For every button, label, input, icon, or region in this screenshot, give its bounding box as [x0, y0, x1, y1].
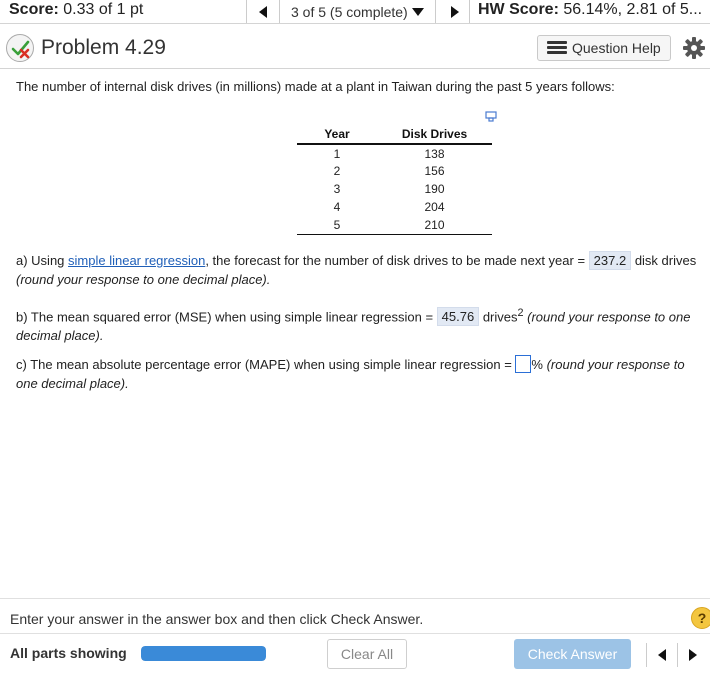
mape-answer-input[interactable]: [515, 355, 531, 373]
year-cell: 3: [333, 182, 341, 196]
parts-progress-bar: [141, 646, 266, 661]
problem-title: Problem 4.29: [41, 36, 166, 59]
drives-cell: 138: [424, 146, 445, 161]
check-cross-icon: [10, 38, 32, 60]
drives-cell: 190: [424, 182, 445, 196]
table-row: [297, 198, 492, 216]
gear-icon[interactable]: [682, 36, 706, 60]
table-row: [297, 144, 492, 162]
year-cell: 5: [297, 216, 377, 234]
caret-down-icon: [412, 8, 424, 16]
part-c-note: (round your response to one decimal place).: [16, 357, 685, 391]
all-parts-showing-label: All parts showing: [10, 645, 127, 661]
part-b-note: (round your response to one decimal place).: [16, 309, 691, 344]
hw-score-display: [478, 1, 702, 19]
part-b-superscript: 2: [517, 307, 524, 319]
part-a-mid: , the forecast for the number of disk drives to be made next year =: [205, 253, 589, 268]
question-help-button[interactable]: [537, 35, 671, 61]
part-b-question: [16, 304, 701, 345]
triangle-right-icon: [689, 649, 697, 661]
question-help-label: Question Help: [572, 40, 661, 56]
problem-header: [0, 25, 710, 69]
help-question-icon[interactable]: ?: [691, 607, 710, 629]
disk-drives-table: [297, 125, 492, 235]
part-a-note: (round your response to one decimal place).: [16, 272, 271, 287]
score-value: 0.33 of 1 pt: [58, 1, 144, 18]
copy-table-icon[interactable]: [485, 111, 497, 123]
year-cell: 1: [333, 146, 341, 161]
table-row: [297, 216, 492, 234]
triangle-left-icon: [259, 6, 267, 18]
column-header-disk-drives: Disk Drives: [377, 125, 492, 144]
question-selector[interactable]: [284, 0, 436, 23]
part-a-unit: disk drives: [631, 253, 697, 268]
question-progress-text: 3 of 5 (5 complete): [291, 3, 408, 20]
part-a-prefix: a) Using: [16, 253, 69, 268]
table-header-row: [297, 125, 492, 144]
part-c-prefix: c) The mean absolute percentage error (MAPE) when using simple linear regression =: [16, 357, 516, 372]
hw-score-label: HW Score:: [478, 1, 559, 18]
previous-question-button[interactable]: [246, 0, 280, 23]
parts-progress-fill: [141, 646, 266, 661]
footer-previous-button[interactable]: [646, 643, 676, 667]
list-icon: [547, 41, 567, 55]
part-b-unit: drives: [479, 309, 518, 325]
year-cell: 2: [333, 164, 341, 178]
table-row: [297, 162, 492, 180]
part-c-unit: %: [531, 357, 543, 372]
top-bar: [0, 0, 710, 24]
drives-cell: 210: [377, 216, 492, 234]
year-cell: 4: [333, 200, 341, 214]
part-a-answer: 237.2: [589, 251, 632, 270]
score-label: Score:: [9, 1, 59, 18]
next-question-button[interactable]: [440, 0, 470, 23]
triangle-right-icon: [451, 6, 459, 18]
partial-correct-icon: [6, 34, 34, 62]
check-answer-button[interactable]: Check Answer: [514, 639, 631, 669]
triangle-left-icon: [658, 649, 666, 661]
part-a-question: [16, 251, 701, 289]
drives-cell: 156: [424, 164, 445, 178]
footer-divider-2: [0, 633, 710, 634]
footer-divider: [0, 598, 710, 599]
column-header-year: Year: [297, 125, 377, 144]
part-b-prefix: b) The mean squared error (MSE) when using simple linear regression =: [16, 309, 437, 325]
part-b-answer: 45.76: [437, 307, 480, 326]
score-display: [9, 1, 143, 19]
part-c-question: [16, 355, 701, 393]
table-row: [297, 180, 492, 198]
problem-intro-text: The number of internal disk drives (in millions) made at a plant in Taiwan during the past 5 years follows:: [16, 79, 615, 94]
clear-all-button[interactable]: Clear All: [327, 639, 407, 669]
drives-cell: 204: [424, 200, 445, 214]
answer-instruction: Enter your answer in the answer box and then click Check Answer.: [10, 611, 424, 627]
simple-linear-regression-link[interactable]: simple linear regression: [68, 253, 206, 268]
footer-next-button[interactable]: [677, 643, 707, 667]
hw-score-value: 56.14%, 2.81 of 5...: [558, 1, 703, 18]
